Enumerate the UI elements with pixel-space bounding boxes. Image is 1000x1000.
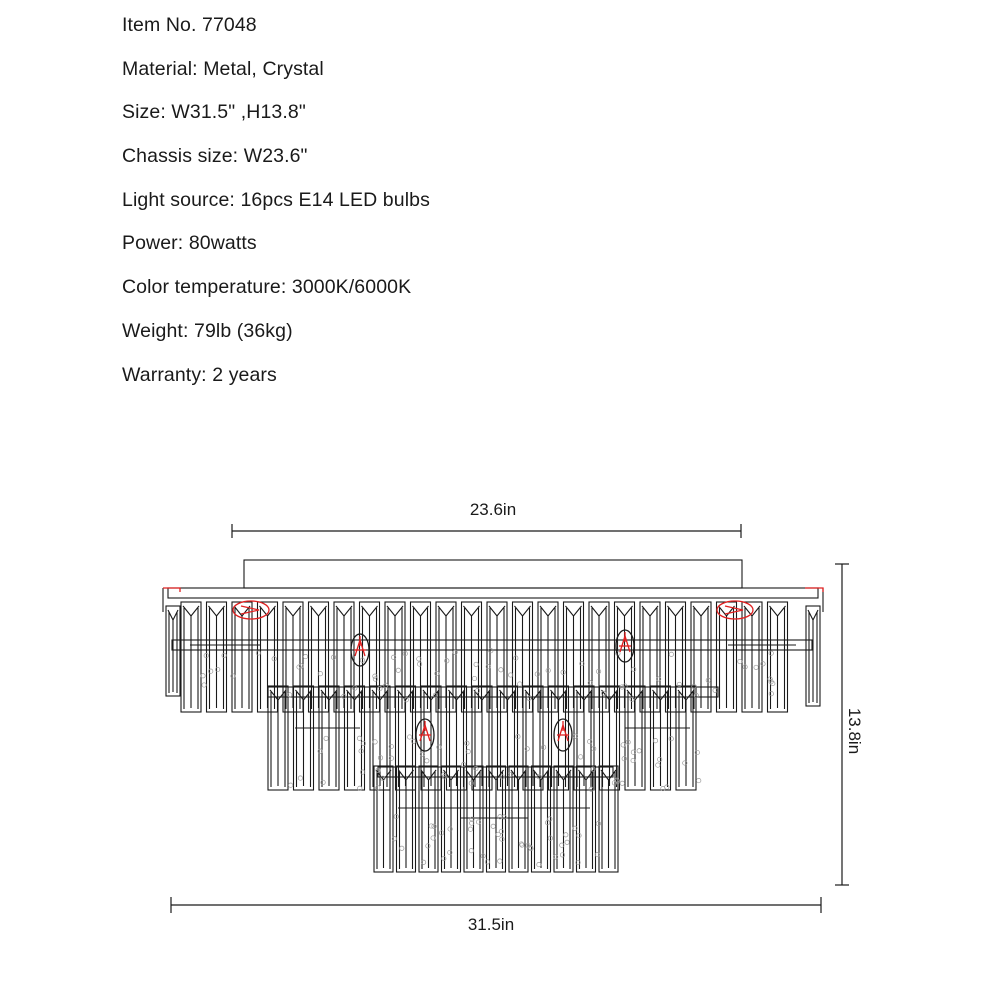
- crystal-sparkle: [474, 662, 478, 666]
- overall-height-label: 13.8in: [845, 707, 864, 755]
- crystal-prism: [419, 766, 438, 872]
- spec-power: Power: 80watts: [122, 232, 257, 255]
- spec-warranty: Warranty: 2 years: [122, 363, 277, 386]
- crystal-sparkle: [620, 781, 624, 785]
- overall-width-dimension: [171, 897, 821, 913]
- spec-item-number: Item No. 77048: [122, 14, 257, 36]
- crystal-prism: [319, 686, 339, 790]
- crystal-sparkle: [548, 817, 552, 821]
- crystal-sparkle: [518, 682, 522, 686]
- crystal-sparkle: [500, 837, 504, 841]
- crystal-prism: [370, 686, 390, 790]
- crystal-sparkle: [537, 862, 541, 866]
- bracket-right: [805, 588, 823, 592]
- crystal-sparkle: [535, 672, 539, 676]
- crystal-sparkle: [578, 755, 582, 759]
- crystal-prism: [464, 766, 483, 872]
- crystal-sparkle: [472, 676, 476, 680]
- spec-chassis-size: Chassis size: W23.6": [122, 145, 308, 168]
- bulb-icon: [554, 719, 572, 751]
- crystal-prism: [676, 686, 696, 790]
- crystal-sparkle: [469, 849, 473, 853]
- crystal-sparkle: [754, 665, 758, 669]
- crystal-sparkle: [769, 651, 773, 655]
- crystal-sparkle: [637, 749, 641, 753]
- crystal-prism: [294, 686, 314, 790]
- crystal-sparkle: [303, 654, 307, 658]
- crystal-prism: [806, 606, 820, 706]
- crystal-sparkle: [630, 697, 634, 701]
- crystal-sparkle: [738, 659, 742, 663]
- crystal-sparkle: [396, 668, 400, 672]
- bulb-icon: [233, 601, 269, 619]
- overall-width-label: 31.5in: [467, 915, 515, 934]
- crystal-sparkle: [541, 745, 545, 749]
- spec-weight: Weight: 79lb (36kg): [122, 319, 293, 342]
- crystal-prism: [397, 766, 416, 872]
- crystal-prism: [268, 686, 288, 790]
- crystal-sparkle: [222, 653, 226, 657]
- crystal-sparkle: [425, 759, 429, 763]
- crystal-sparkle: [442, 856, 446, 860]
- crystal-sparkle: [669, 652, 673, 656]
- chassis-width-dimension: [232, 524, 741, 538]
- crystal-sparkle: [656, 763, 660, 767]
- spec-list: [122, 12, 430, 405]
- chassis-width-label: 23.6in: [469, 500, 517, 519]
- crystal-sparkle: [400, 846, 404, 850]
- crystal-chandelier-icon: [163, 560, 823, 872]
- chassis-plate: [244, 560, 742, 588]
- crystal-sparkle: [658, 757, 662, 761]
- crystal-sparkle: [632, 667, 636, 671]
- crystal-sparkle: [426, 844, 430, 848]
- crystal-prism: [554, 766, 573, 872]
- crystal-prism: [625, 686, 645, 790]
- crystal-prism: [742, 602, 762, 712]
- crystal-sparkle: [448, 827, 452, 831]
- crystal-sparkle: [445, 659, 449, 663]
- top-ring: [168, 588, 818, 598]
- crystal-sparkle: [622, 757, 626, 761]
- crystal-sparkle: [373, 740, 377, 744]
- crystal-sparkle: [697, 778, 701, 782]
- chandelier-drawing: [0, 480, 1000, 1000]
- crystal-sparkle: [468, 827, 472, 831]
- crystal-sparkle: [453, 650, 457, 654]
- crystal-prism: [374, 766, 393, 872]
- tier3-frame: [378, 767, 613, 777]
- crystal-prism: [651, 686, 671, 790]
- crystal-prism: [207, 602, 227, 712]
- crystal-sparkle: [485, 860, 489, 864]
- crystal-sparkle: [202, 683, 206, 687]
- crystal-sparkle: [298, 776, 302, 780]
- crystal-sparkle: [669, 737, 673, 741]
- crystal-sparkle: [288, 783, 292, 787]
- crystal-prism: [509, 766, 528, 872]
- crystal-prism: [577, 766, 596, 872]
- crystal-prism: [166, 606, 180, 696]
- crystal-sparkle: [376, 786, 380, 790]
- crystal-sparkle: [489, 649, 493, 653]
- crystal-sparkle: [324, 736, 328, 740]
- crystal-prism: [181, 602, 201, 712]
- spec-light-source: Light source: 16pcs E14 LED bulbs: [122, 188, 430, 211]
- crystal-sparkle: [499, 668, 503, 672]
- crystal-sparkle: [564, 833, 568, 837]
- bracket-left: [163, 588, 180, 592]
- crystal-sparkle: [596, 821, 600, 825]
- crystal-sparkle: [469, 781, 473, 785]
- spec-size: Size: W31.5" ,H13.8": [122, 101, 306, 124]
- crystal-sparkle: [417, 662, 421, 666]
- crystal-sparkle: [769, 692, 773, 696]
- crystal-sparkle: [565, 840, 569, 844]
- spec-color-temperature: Color temperature: 3000K/6000K: [122, 276, 412, 299]
- spec-material: Material: Metal, Crystal: [122, 57, 324, 80]
- crystal-sparkle: [498, 859, 502, 863]
- crystal-sparkle: [491, 824, 495, 828]
- crystal-sparkle: [407, 735, 411, 739]
- crystal-sparkle: [256, 651, 260, 655]
